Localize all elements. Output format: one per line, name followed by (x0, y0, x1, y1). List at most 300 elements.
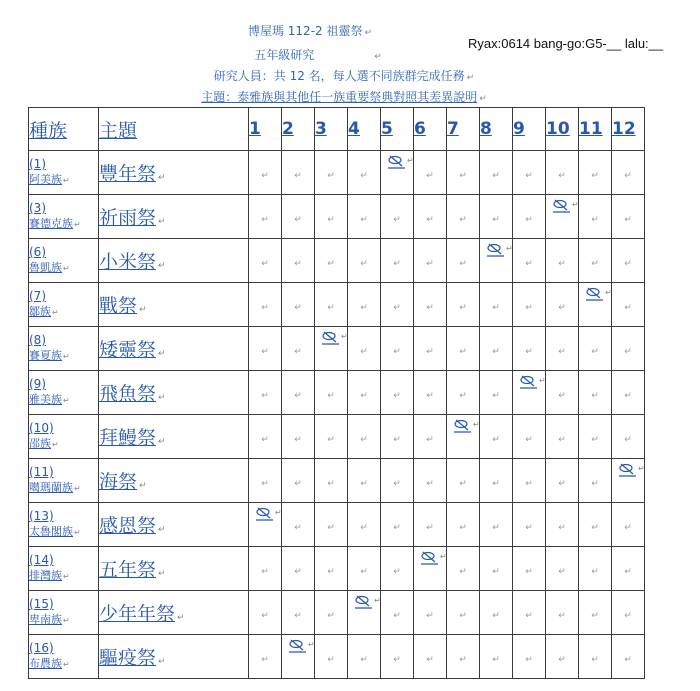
pencil-check-icon (453, 419, 473, 433)
paragraph-mark-icon: ↵ (63, 572, 70, 581)
table-row (29, 459, 645, 503)
empty-cell[interactable] (447, 459, 480, 503)
empty-cell[interactable] (348, 327, 381, 371)
empty-cell[interactable] (513, 327, 546, 371)
paragraph-mark-icon: ↵ (459, 610, 467, 621)
checked-cell[interactable] (612, 459, 645, 503)
paragraph-mark-icon: ↵ (360, 214, 368, 225)
paragraph-mark-icon: ↵ (525, 434, 533, 445)
paragraph-mark-icon: ↵ (426, 170, 434, 181)
row-number-link[interactable]: (13) (29, 509, 54, 523)
empty-cell[interactable] (480, 415, 513, 459)
theme-link[interactable]: 海祭 (99, 471, 138, 493)
empty-cell[interactable] (612, 371, 645, 415)
empty-cell[interactable] (612, 635, 645, 679)
tribe-name-link[interactable]: 噶瑪蘭族 (29, 481, 73, 494)
empty-cell[interactable] (414, 151, 447, 195)
number-header-link[interactable]: 8 (480, 119, 492, 139)
theme-cell (99, 283, 249, 327)
empty-cell[interactable] (315, 415, 348, 459)
paragraph-mark-icon: ↵ (393, 390, 401, 401)
empty-cell[interactable] (579, 239, 612, 283)
empty-cell[interactable] (513, 591, 546, 635)
empty-cell[interactable] (348, 635, 381, 679)
tribe-header-link[interactable]: 種族 (29, 119, 68, 142)
paragraph-mark-icon: ↵ (426, 390, 434, 401)
topic-line (0, 88, 694, 105)
empty-cell[interactable] (315, 239, 348, 283)
empty-cell[interactable] (447, 195, 480, 239)
empty-cell[interactable] (282, 459, 315, 503)
pencil-check-icon (354, 595, 374, 609)
paragraph-mark-icon: ↵ (492, 654, 500, 665)
empty-cell[interactable] (480, 151, 513, 195)
empty-cell[interactable] (513, 503, 546, 547)
empty-cell[interactable] (348, 195, 381, 239)
empty-cell[interactable] (447, 151, 480, 195)
empty-cell[interactable] (513, 283, 546, 327)
paragraph-mark-icon: ↵ (459, 478, 467, 489)
empty-cell[interactable] (414, 635, 447, 679)
row-number-link[interactable]: (10) (29, 421, 54, 435)
empty-cell[interactable] (480, 503, 513, 547)
row-number-link[interactable]: (15) (29, 597, 54, 611)
paragraph-mark-icon: ↵ (308, 640, 315, 649)
empty-cell[interactable] (414, 591, 447, 635)
theme-link[interactable]: 五年祭 (99, 559, 157, 581)
empty-cell[interactable] (513, 459, 546, 503)
empty-cell[interactable] (579, 459, 612, 503)
empty-cell[interactable] (315, 195, 348, 239)
empty-cell[interactable] (381, 459, 414, 503)
empty-cell[interactable] (249, 635, 282, 679)
tribe-name-link[interactable]: 賽德克族 (29, 217, 73, 230)
empty-cell[interactable] (315, 283, 348, 327)
paragraph-mark-icon: ↵ (327, 522, 335, 533)
empty-cell[interactable] (513, 195, 546, 239)
empty-cell[interactable] (480, 635, 513, 679)
empty-cell[interactable] (513, 547, 546, 591)
empty-cell[interactable] (348, 503, 381, 547)
empty-cell[interactable] (612, 239, 645, 283)
theme-link[interactable]: 小米祭 (99, 251, 157, 273)
paragraph-mark-icon: ↵ (492, 346, 500, 357)
row-number-link[interactable]: (11) (29, 465, 54, 479)
paragraph-mark-icon: ↵ (294, 346, 302, 357)
paragraph-mark-icon: ↵ (294, 522, 302, 533)
paragraph-mark-icon: ↵ (525, 170, 533, 181)
empty-cell[interactable] (348, 239, 381, 283)
paragraph-mark-icon: ↵ (294, 566, 302, 577)
topic-text: 泰雅族與其他任一族重要祭典對照其差異說明 (237, 90, 478, 104)
table-row (29, 371, 645, 415)
paragraph-mark-icon: ↵ (63, 660, 70, 669)
paragraph-mark-icon: ↵ (459, 522, 467, 533)
empty-cell[interactable] (282, 547, 315, 591)
empty-cell[interactable] (348, 547, 381, 591)
empty-cell[interactable] (447, 591, 480, 635)
empty-cell[interactable] (579, 195, 612, 239)
row-number-link[interactable]: (8) (29, 333, 46, 347)
document-header (0, 0, 700, 108)
empty-cell[interactable] (381, 415, 414, 459)
theme-link[interactable]: 驅疫祭 (99, 647, 157, 669)
empty-cell[interactable] (579, 503, 612, 547)
empty-cell[interactable] (447, 239, 480, 283)
checked-cell[interactable] (579, 283, 612, 327)
checked-cell[interactable] (381, 151, 414, 195)
pencil-check-icon (618, 463, 638, 477)
checked-cell[interactable] (546, 195, 579, 239)
pencil-check-icon (552, 199, 572, 213)
paragraph-mark-icon: ↵ (591, 214, 599, 225)
tribe-name-link[interactable]: 魯凱族 (29, 261, 62, 274)
number-header-link[interactable]: 9 (513, 119, 525, 139)
empty-cell[interactable] (546, 591, 579, 635)
tribe-name-link[interactable]: 賽夏族 (29, 349, 62, 362)
paragraph-mark-icon: ↵ (525, 522, 533, 533)
empty-cell[interactable] (579, 591, 612, 635)
number-header-link[interactable]: 12 (612, 119, 636, 139)
theme-link[interactable]: 感恩祭 (99, 515, 157, 537)
paragraph-mark-icon: ↵ (177, 613, 185, 623)
empty-cell[interactable] (414, 327, 447, 371)
theme-link[interactable]: 飛魚祭 (99, 383, 157, 405)
checked-cell[interactable] (414, 547, 447, 591)
pencil-check-icon (519, 375, 539, 389)
empty-cell[interactable] (414, 283, 447, 327)
empty-cell[interactable] (348, 151, 381, 195)
paragraph-mark-icon: ↵ (426, 478, 434, 489)
empty-cell[interactable] (282, 371, 315, 415)
paragraph-mark-icon: ↵ (459, 214, 467, 225)
empty-cell[interactable] (612, 591, 645, 635)
paragraph-mark-icon: ↵ (63, 264, 70, 273)
empty-cell[interactable] (249, 327, 282, 371)
paragraph-mark-icon: ↵ (158, 393, 166, 403)
tribe-name-link[interactable]: 鄒族 (29, 305, 51, 318)
empty-cell[interactable] (249, 239, 282, 283)
empty-cell[interactable] (414, 195, 447, 239)
theme-link[interactable]: 戰祭 (99, 295, 138, 317)
empty-cell[interactable] (480, 195, 513, 239)
tribe-name-link[interactable]: 卑南族 (29, 613, 62, 626)
empty-cell[interactable] (447, 327, 480, 371)
paragraph-mark-icon: ↵ (74, 528, 81, 537)
row-number-link[interactable]: (1) (29, 157, 46, 171)
empty-cell[interactable] (414, 371, 447, 415)
row-number-link[interactable]: (3) (29, 201, 46, 215)
paragraph-mark-icon: ↵ (591, 522, 599, 533)
paragraph-mark-icon: ↵ (261, 654, 269, 665)
empty-cell[interactable] (348, 415, 381, 459)
tribe-cell (29, 151, 99, 195)
theme-link[interactable]: 豐年祭 (99, 163, 157, 185)
pencil-check-icon (321, 331, 341, 345)
empty-cell[interactable] (381, 591, 414, 635)
paragraph-mark-icon: ↵ (624, 258, 632, 269)
empty-cell[interactable] (447, 547, 480, 591)
paragraph-mark-icon: ↵ (591, 434, 599, 445)
empty-cell[interactable] (546, 635, 579, 679)
empty-cell[interactable] (447, 635, 480, 679)
empty-cell[interactable] (579, 415, 612, 459)
paragraph-mark-icon: ↵ (426, 654, 434, 665)
tribe-cell (29, 415, 99, 459)
theme-link[interactable]: 少年年祭 (99, 603, 176, 625)
paragraph-mark-icon: ↵ (74, 220, 81, 229)
table-row (29, 283, 645, 327)
paragraph-mark-icon: ↵ (558, 610, 566, 621)
empty-cell[interactable] (282, 239, 315, 283)
checked-cell[interactable] (348, 591, 381, 635)
number-header-link[interactable]: 2 (282, 119, 294, 139)
table-row (29, 503, 645, 547)
empty-cell[interactable] (579, 327, 612, 371)
empty-cell[interactable] (282, 591, 315, 635)
empty-cell[interactable] (249, 415, 282, 459)
tribe-name-link[interactable]: 阿美族 (29, 173, 62, 186)
paragraph-mark-icon: ↵ (360, 522, 368, 533)
empty-cell[interactable] (480, 327, 513, 371)
paragraph-mark-icon: ↵ (393, 214, 401, 225)
paragraph-mark-icon: ↵ (624, 610, 632, 621)
empty-cell[interactable] (282, 415, 315, 459)
paragraph-mark-icon: ↵ (327, 390, 335, 401)
row-number-link[interactable]: (16) (29, 641, 54, 655)
paragraph-mark-icon: ↵ (261, 390, 269, 401)
empty-cell[interactable] (480, 283, 513, 327)
paragraph-mark-icon: ↵ (374, 52, 382, 62)
theme-cell (99, 371, 249, 415)
table-row (29, 591, 645, 635)
pencil-check-icon (486, 243, 506, 257)
empty-cell[interactable] (249, 591, 282, 635)
paragraph-mark-icon: ↵ (360, 170, 368, 181)
paragraph-mark-icon: ↵ (360, 654, 368, 665)
empty-cell[interactable] (315, 591, 348, 635)
empty-cell[interactable] (546, 547, 579, 591)
empty-cell[interactable] (315, 547, 348, 591)
empty-cell[interactable] (480, 547, 513, 591)
tribe-name-link[interactable]: 太魯閣族 (29, 525, 73, 538)
number-header-link[interactable]: 6 (414, 119, 426, 139)
number-header-link[interactable]: 11 (579, 119, 603, 139)
paragraph-mark-icon: ↵ (558, 478, 566, 489)
empty-cell[interactable] (447, 283, 480, 327)
subtitle-text: 五年級研究 (254, 48, 315, 62)
paragraph-mark-icon: ↵ (261, 214, 269, 225)
empty-cell[interactable] (480, 591, 513, 635)
row-number-link[interactable]: (14) (29, 553, 54, 567)
row-number-link[interactable]: (9) (29, 377, 46, 391)
empty-cell[interactable] (282, 327, 315, 371)
theme-cell (99, 459, 249, 503)
paragraph-mark-icon: ↵ (624, 302, 632, 313)
tribe-cell (29, 371, 99, 415)
empty-cell[interactable] (315, 151, 348, 195)
empty-cell[interactable] (282, 283, 315, 327)
paragraph-mark-icon: ↵ (492, 610, 500, 621)
empty-cell[interactable] (315, 459, 348, 503)
theme-cell (99, 591, 249, 635)
theme-cell (99, 151, 249, 195)
tribe-name-link[interactable]: 布農族 (29, 657, 62, 670)
empty-cell[interactable] (612, 283, 645, 327)
empty-cell[interactable] (348, 283, 381, 327)
empty-cell[interactable] (546, 459, 579, 503)
empty-cell[interactable] (579, 371, 612, 415)
paragraph-mark-icon: ↵ (459, 346, 467, 357)
empty-cell[interactable] (513, 415, 546, 459)
empty-cell[interactable] (612, 547, 645, 591)
empty-cell[interactable] (546, 239, 579, 283)
empty-cell[interactable] (612, 151, 645, 195)
empty-cell[interactable] (414, 503, 447, 547)
pencil-check-icon (255, 507, 275, 521)
pencil-check-icon (585, 287, 605, 301)
number-header-link[interactable]: 4 (348, 119, 360, 139)
paragraph-mark-icon: ↵ (492, 434, 500, 445)
paragraph-mark-icon: ↵ (294, 258, 302, 269)
empty-cell[interactable] (249, 195, 282, 239)
checked-cell[interactable] (282, 635, 315, 679)
empty-cell[interactable] (381, 327, 414, 371)
paragraph-mark-icon: ↵ (393, 258, 401, 269)
empty-cell[interactable] (282, 195, 315, 239)
paragraph-mark-icon: ↵ (440, 552, 447, 561)
paragraph-mark-icon: ↵ (605, 288, 612, 297)
empty-cell[interactable] (282, 151, 315, 195)
paragraph-mark-icon: ↵ (591, 346, 599, 357)
empty-cell[interactable] (579, 151, 612, 195)
tribe-name-link[interactable]: 邵族 (29, 437, 51, 450)
empty-cell[interactable] (381, 239, 414, 283)
theme-link[interactable]: 拜鰻祭 (99, 427, 157, 449)
column-header-number (414, 108, 447, 151)
tribe-name-link[interactable]: 雅美族 (29, 393, 62, 406)
number-header-link[interactable]: 1 (249, 119, 261, 139)
empty-cell[interactable] (249, 371, 282, 415)
paragraph-mark-icon: ↵ (591, 566, 599, 577)
tribe-name-link[interactable]: 排灣族 (29, 569, 62, 582)
tribe-cell (29, 591, 99, 635)
table-row (29, 635, 645, 679)
staff-text: 研究人員：共 12 名，每人選不同族群完成任務 (213, 69, 465, 83)
paragraph-mark-icon: ↵ (294, 170, 302, 181)
empty-cell[interactable] (546, 151, 579, 195)
paragraph-mark-icon: ↵ (364, 28, 373, 38)
number-header-link[interactable]: 7 (447, 119, 459, 139)
empty-cell[interactable] (579, 547, 612, 591)
theme-link[interactable]: 祈雨祭 (99, 207, 157, 229)
empty-cell[interactable] (612, 503, 645, 547)
paragraph-mark-icon: ↵ (393, 610, 401, 621)
empty-cell[interactable] (612, 415, 645, 459)
number-header-link[interactable]: 5 (381, 119, 393, 139)
row-number-link[interactable]: (7) (29, 289, 46, 303)
empty-cell[interactable] (414, 239, 447, 283)
empty-cell[interactable] (381, 503, 414, 547)
checked-cell[interactable] (249, 503, 282, 547)
empty-cell[interactable] (414, 459, 447, 503)
checked-cell[interactable] (513, 371, 546, 415)
empty-cell[interactable] (447, 371, 480, 415)
paragraph-mark-icon: ↵ (591, 390, 599, 401)
empty-cell[interactable] (546, 283, 579, 327)
topic-label: 主題： (201, 90, 238, 104)
empty-cell[interactable] (546, 415, 579, 459)
paragraph-mark-icon: ↵ (506, 244, 513, 253)
empty-cell[interactable] (447, 503, 480, 547)
empty-cell[interactable] (315, 503, 348, 547)
empty-cell[interactable] (513, 151, 546, 195)
empty-cell[interactable] (579, 635, 612, 679)
empty-cell[interactable] (612, 327, 645, 371)
paragraph-mark-icon: ↵ (459, 170, 467, 181)
table-row (29, 239, 645, 283)
empty-cell[interactable] (480, 459, 513, 503)
empty-cell[interactable] (249, 459, 282, 503)
empty-cell[interactable] (315, 635, 348, 679)
empty-cell[interactable] (348, 371, 381, 415)
empty-cell[interactable] (546, 327, 579, 371)
checked-cell[interactable] (447, 415, 480, 459)
empty-cell[interactable] (381, 547, 414, 591)
empty-cell[interactable] (546, 503, 579, 547)
empty-cell[interactable] (414, 415, 447, 459)
paragraph-mark-icon: ↵ (473, 420, 480, 429)
row-number-link[interactable]: (6) (29, 245, 46, 259)
empty-cell[interactable] (513, 635, 546, 679)
empty-cell[interactable] (381, 283, 414, 327)
paragraph-mark-icon: ↵ (558, 522, 566, 533)
empty-cell[interactable] (381, 635, 414, 679)
tribe-cell (29, 239, 99, 283)
empty-cell[interactable] (480, 371, 513, 415)
number-header-link[interactable]: 3 (315, 119, 327, 139)
number-header-link[interactable]: 10 (546, 119, 570, 139)
checked-cell[interactable] (480, 239, 513, 283)
tribe-cell (29, 547, 99, 591)
paragraph-mark-icon: ↵ (393, 434, 401, 445)
empty-cell[interactable] (513, 239, 546, 283)
theme-link[interactable]: 矮靈祭 (99, 339, 157, 361)
paragraph-mark-icon: ↵ (327, 566, 335, 577)
theme-header-link[interactable]: 主題 (99, 119, 138, 142)
staff-line (0, 67, 694, 84)
empty-cell[interactable] (315, 371, 348, 415)
empty-cell[interactable] (249, 151, 282, 195)
checked-cell[interactable] (315, 327, 348, 371)
empty-cell[interactable] (249, 547, 282, 591)
empty-cell[interactable] (612, 195, 645, 239)
paragraph-mark-icon: ↵ (327, 258, 335, 269)
empty-cell[interactable] (348, 459, 381, 503)
paragraph-mark-icon: ↵ (63, 616, 70, 625)
paragraph-mark-icon: ↵ (52, 308, 59, 317)
paragraph-mark-icon: ↵ (558, 654, 566, 665)
empty-cell[interactable] (249, 283, 282, 327)
paragraph-mark-icon: ↵ (294, 610, 302, 621)
empty-cell[interactable] (381, 371, 414, 415)
paragraph-mark-icon: ↵ (360, 566, 368, 577)
table-row (29, 415, 645, 459)
empty-cell[interactable] (381, 195, 414, 239)
tribe-cell (29, 283, 99, 327)
empty-cell[interactable] (546, 371, 579, 415)
empty-cell[interactable] (282, 503, 315, 547)
